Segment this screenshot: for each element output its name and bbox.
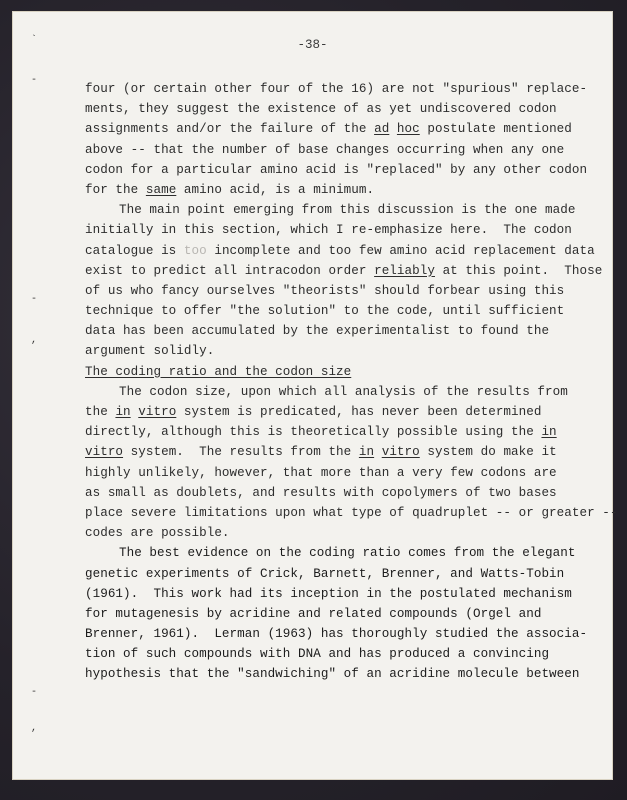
text-line: directly, although this is theoretically possible using the in [85, 425, 557, 440]
underlined-text: in [358, 445, 375, 460]
text-line: genetic experiments of Crick, Barnett, Brenner, and Watts-Tobin [85, 566, 565, 581]
text-line: ments, they suggest the existence of as yet undiscovered codon [85, 102, 557, 117]
paragraph [85, 79, 605, 200]
underlined-text: ad [374, 122, 390, 137]
text-line: technique to offer "the solution" to the code, until sufficient [85, 304, 565, 319]
underlined-text: hoc [396, 122, 420, 137]
margin-mark: , [31, 335, 38, 346]
paragraph [85, 543, 605, 684]
text-line: (1961). This work had its inception in the postulated mechanism [85, 586, 572, 601]
text-line: the in vitro system is predicated, has never been determined [85, 405, 542, 419]
text-line: for mutagenesis by acridine and related compounds (Orgel and [85, 606, 542, 621]
underlined-text: same [145, 182, 177, 197]
underlined-text: reliably [374, 263, 435, 278]
text-line: four (or certain other four of the 16) are not "spurious" replace- [85, 82, 588, 96]
text-line: Brenner, 1961). Lerman (1963) has thoroughly studied the associa- [85, 627, 588, 642]
body-text [85, 79, 618, 685]
text-line: codes are possible. [85, 526, 230, 541]
text-line: The main point emerging from this discussion is the one made [119, 203, 576, 218]
margin-mark: , [31, 723, 38, 734]
text-line: for the same amino acid, is a minimum. [85, 182, 375, 197]
text-line: codon for a particular amino acid is "replaced" by any other codon [85, 162, 588, 177]
text-line: The best evidence on the coding ratio comes from the elegant [119, 546, 576, 561]
underlined-text: vitro [138, 405, 177, 419]
paragraph [85, 382, 618, 544]
faint-text: too [183, 243, 207, 258]
text-line: above -- that the number of base changes occurring when any one [85, 142, 565, 157]
underlined-text: vitro [381, 445, 420, 460]
text-line: data has been accumulated by the experimentalist to found the [85, 324, 550, 339]
text-line: initially in this section, which I re-emphasize here. The codon [85, 223, 572, 238]
margin-mark: - [31, 687, 38, 698]
margin-mark: ` [31, 35, 38, 46]
paragraph [85, 200, 605, 362]
text-line: place severe limitations upon what type of quadruplet -- or greater -- [85, 505, 618, 520]
text-line: highly unlikely, however, that more than a very few codons are [85, 465, 557, 480]
margin-mark: - [31, 75, 38, 86]
underlined-text: vitro [85, 445, 124, 460]
text-line: argument solidly. [85, 344, 215, 359]
margin-mark: - [31, 294, 38, 305]
text-line: of us who fancy ourselves "theorists" should forbear using this [85, 283, 565, 298]
text-line: tion of such compounds with DNA and has produced a convincing [85, 647, 550, 662]
text-line: catalogue is too incomplete and too few amino acid replacement data [85, 243, 595, 258]
page-number: -38- [297, 38, 328, 52]
underlined-text: in [541, 425, 557, 440]
text-line: as small as doublets, and results with copolymers of two bases [85, 485, 557, 500]
text-line: vitro system. The results from the in vitro system do make it [85, 445, 557, 460]
text-line: assignments and/or the failure of the ad hoc postulate mentioned [85, 122, 572, 137]
text-line: The codon size, upon which all analysis of the results from [119, 384, 568, 399]
text-line: hypothesis that the "sandwiching" of an acridine molecule between [85, 667, 580, 682]
section-heading: The coding ratio and the codon size [85, 364, 352, 379]
document-page [13, 12, 618, 779]
underlined-text: in [115, 405, 131, 419]
text-line: exist to predict all intracodon order reliably at this point. Those [85, 263, 603, 278]
